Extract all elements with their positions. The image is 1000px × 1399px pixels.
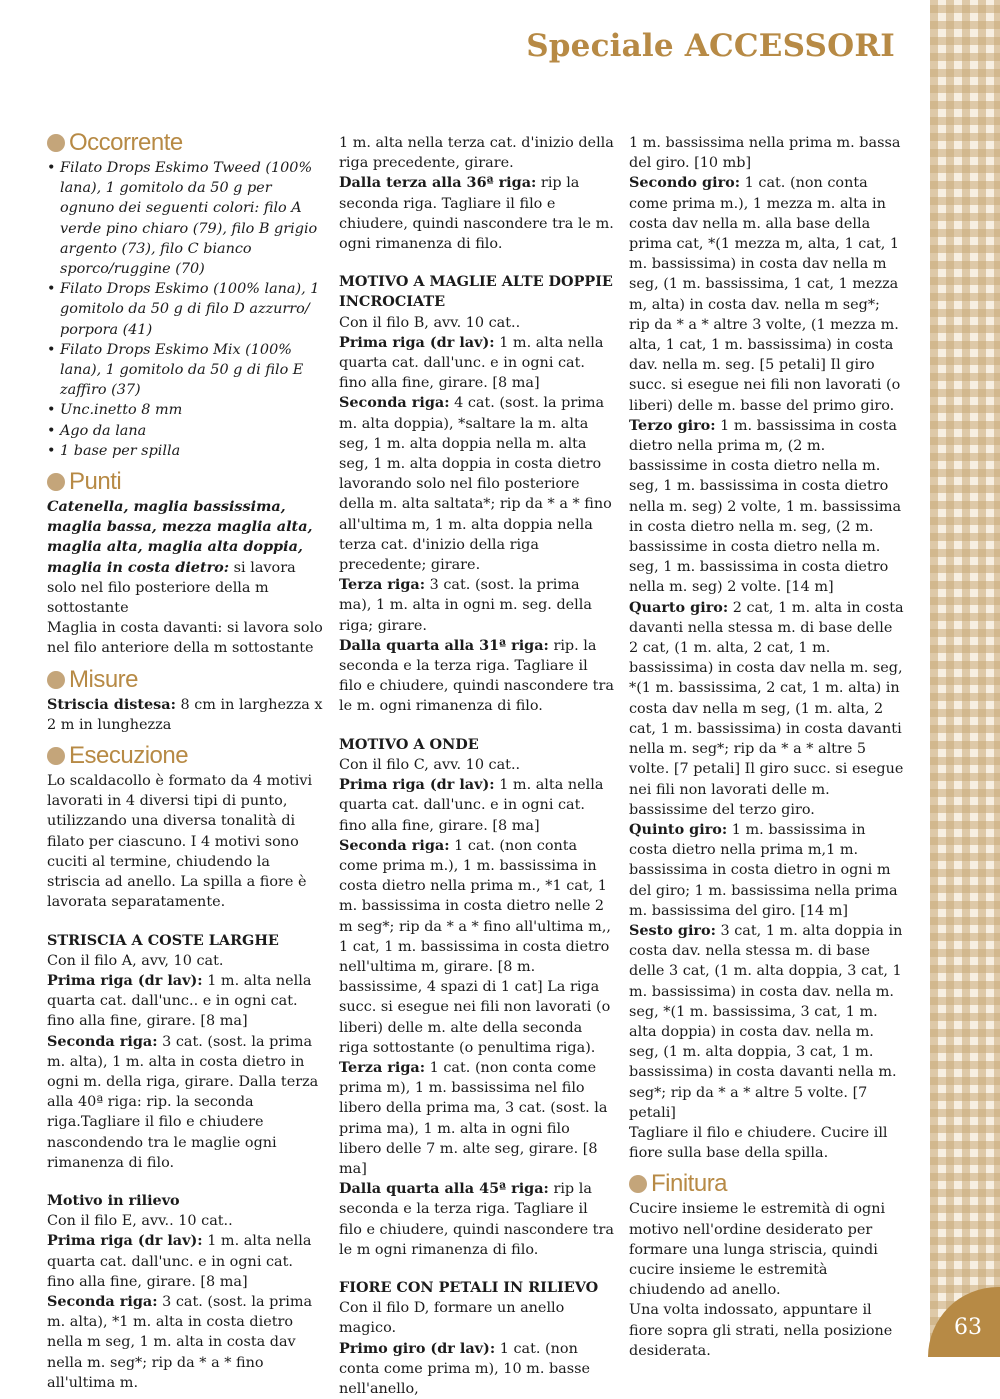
instruction-row: Seconda riga: 3 cat. (sost. la prima m. alta), *1 m. alta in costa dietro nella m seg, 1 m. alta in costa dav nella m. seg*; rip da * a * fino all'ultima m. — [47, 1292, 313, 1391]
instruction-row: Terza riga: 3 cat. (sost. la prima ma), 1 m. alta in ogni m. seg. della riga; girare. — [339, 576, 592, 634]
section-punti: Punti — [47, 467, 323, 497]
instruction-end: Tagliare il filo e chiudere. Cucire ill fiore sulla base della spilla. — [629, 1124, 888, 1162]
instruction-row: Prima riga (dr lav): 1 m. alta nella quarta cat. dall'unc. e in ogni cat. fino alla fine, girare. [8 ma] — [47, 1232, 312, 1290]
subsection-title: MOTIVO A ONDE — [339, 735, 479, 753]
instruction-row: Seconda riga: 4 cat. (sost. la prima m. alta doppia), *saltare la m. alta seg, 1 m. alta doppia nella m. alta seg, 1 m. alta doppia in costa dietro lavorando solo nel filo posteriore della m. alta saltata*; rip da * a * fino all'ultima m, 1 m. alta doppia nella terza cat. d'inizio della riga precedente; girare. — [339, 394, 612, 574]
gingham-border — [930, 0, 1000, 1357]
bullet-dot-icon — [47, 473, 65, 491]
intro-line: Con il filo D, formare un anello magico. — [339, 1300, 565, 1337]
instruction-row: Sesto giro: 3 cat, 1 m. alta doppia in costa dav. nella stessa m. di base delle 3 cat, (1 m. alta doppia, 3 cat, 1 m. bassissima) in costa dav. nella m. seg, *(1 m. bassissima, 3 cat, 1 m. alta doppia) in costa dav. nella m. seg, (1 m. alta doppia, 3 cat, 1 m. bassissima) in costa davanti nella m. seg*; rip da * a * altre 5 volte. [7 petali] — [629, 921, 903, 1121]
list-item: • Filato Drops Eskimo Tweed (100% lana), 1 gomitolo da 50 g per ognuno dei seguenti colori: filo A verde pino chiaro (79), filo B grigio argento (73), filo C bianco sporco/ruggine (70) — [47, 158, 323, 279]
column-3 — [629, 133, 905, 1361]
section-esecuzione: Esecuzione — [47, 741, 323, 771]
instruction-row: Primo giro (dr lav): 1 cat. (non conta come prima m), 10 m. basse nell'anello, — [339, 1339, 591, 1397]
bullet-dot-icon — [47, 134, 65, 152]
instruction-row: Seconda riga: 3 cat. (sost. la prima m. alta), 1 m. alta in costa dietro in ogni m. della riga, girare. Dalla terza alla 40ª riga: rip. la seconda riga.Tagliare il filo e chiudere nascondendo tra le maglie ogni rimanenza di filo. — [47, 1032, 319, 1171]
punti-text: Catenella, maglia bassissima, maglia bassa, mezza maglia alta, maglia alta, maglia alta doppia, maglia in costa dietro: si lavora solo nel filo posteriore della m sottostante — [47, 498, 313, 617]
instruction-row: Dalla quarta alla 45ª riga: rip la seconda e la terza riga. Tagliare il filo e chiudere, quindi nascondere tra le m ogni rimanenza di filo. — [339, 1180, 614, 1258]
finitura-text-2: Una volta indossato, appuntare il fiore sopra gli strati, nella posizione desiderata. — [629, 1302, 893, 1359]
section-misure: Misure — [47, 665, 323, 695]
list-item: • Unc.inetto 8 mm — [47, 400, 323, 420]
column-2 — [339, 133, 615, 1399]
bullet-dot-icon — [629, 1175, 647, 1193]
subsection-title: STRISCIA A COSTE LARGHE — [47, 931, 279, 949]
list-item: • Filato Drops Eskimo (100% lana), 1 gomitolo da 50 g di filo D azzurro/ porpora (41) — [47, 279, 323, 340]
list-item: • 1 base per spilla — [47, 441, 323, 461]
instruction-row: Dalla terza alla 36ª riga: rip la seconda riga. Tagliare il filo e chiudere, quindi nascondere tra le m. ogni rimanenza di filo. — [339, 174, 614, 253]
instruction-row: Seconda riga: 1 cat. (non conta come prima m.), 1 m. bassissima in costa dietro nella prima m., *1 cat, 1 m. bassissima in costa dietro nelle 2 m seg*; rip da * a * fino all'ultima m,, 1 cat, 1 m. bassissima in costa dietro nell'ultima m, girare. [8 m. bassissime, 4 spazi di 1 cat] La riga succ. si esegue nei fili non lavorati (o liberi) delle m. alte della seconda riga sottostante (o penultima riga). — [339, 836, 611, 1056]
intro-line: Con il filo A, avv, 10 cat. — [47, 952, 224, 969]
bullet-dot-icon — [47, 747, 65, 765]
instruction-row: Dalla quarta alla 31ª riga: rip. la seconda e la terza riga. Tagliare il filo e chiudere, quindi nascondere tra le m. ogni rimanenza di filo. — [339, 636, 614, 715]
intro-line: Con il filo E, avv.. 10 cat.. — [47, 1213, 233, 1230]
intro-line: Con il filo B, avv. 10 cat.. — [339, 314, 521, 331]
section-occorrente: Occorrente — [47, 128, 323, 158]
instruction-row: Quinto giro: 1 m. bassissima in costa dietro nella prima m,1 m. bassissima in costa dietro in ogni m del giro; 1 m. bassissima nella prima m. bassissima del giro. [14 m] — [629, 820, 898, 919]
instruction-row: Terzo giro: 1 m. bassissima in costa dietro nella prima m, (2 m. bassissime in costa dietro nella m. seg, 1 m. bassissima in costa dietro nella m. seg) 2 volte, 1 m. bassissima in costa dietro nella m. seg, (2 m. bassissime in costa dietro nella m. seg, 1 m. bassissima in costa dietro nella m. seg) 2 volte. [14 m] — [629, 416, 902, 596]
instruction-row: Prima riga (dr lav): 1 m. alta nella quarta cat. dall'unc. e in ogni cat. fino alla fine, girare. [8 ma] — [339, 333, 604, 392]
finitura-text: Cucire insieme le estremità di ogni motivo nell'ordine desiderato per formare una lunga striscia, quindi cucire insieme le estremità chiudendo ad anello. — [629, 1201, 886, 1299]
list-item: • Filato Drops Eskimo Mix (100% lana), 1 gomitolo da 50 g di filo E zaffiro (37) — [47, 340, 323, 401]
column-1 — [47, 128, 323, 1393]
instruction-continued: 1 m. alta nella terza cat. d'inizio della riga precedente, girare. — [339, 135, 614, 172]
instruction-row: Quarto giro: 2 cat, 1 m. alta in costa davanti nella stessa m. di base delle 2 cat, (1 m. alta, 2 cat, 1 m. bassissima) in costa dav nella m. seg, *(1 m. bassissima, 2 cat, 1 m. alta) in costa dav nella m seg, (1 m. alta, 2 cat, 1 m. bassissima) in costa davanti nella m. seg*; rip da * a * altre 5 volte. [7 petali] Il giro succ. si esegue nei fili non lavorati delle m. bassissime del terzo giro. — [629, 598, 904, 818]
subsection-title: Motivo in rilievo — [47, 1191, 180, 1209]
instruction-row: Secondo giro: 1 cat. (non conta come prima m.), 1 mezza m. alta in costa dav nella m. alla base della prima cat, *(1 mezza m, alta, 1 cat, 1 m. bassissima) in costa dav nella m seg, (1 m. bassissima, 1 cat, 1 mezza m, alta) in costa dav. nella m seg*; rip da * a * altre 3 volte, (1 mezza m. alta, 1 cat, 1 m. bassissima) in costa dav. nella m. seg. [5 petali] Il giro succ. si esegue nei fili non lavorati (o liberi) delle m. basse del primo giro. — [629, 174, 901, 414]
punti-text-2: Maglia in costa davanti: si lavora solo nel filo anteriore della m sottostante — [47, 620, 323, 657]
intro-line: Con il filo C, avv. 10 cat.. — [339, 756, 521, 773]
instruction-continued: 1 m. bassissima nella prima m. bassa del giro. [10 mb] — [629, 135, 901, 172]
instruction-row: Prima riga (dr lav): 1 m. alta nella quarta cat. dall'unc.. e in ogni cat. fino alla fine, girare. [8 ma] — [47, 971, 312, 1030]
subsection-title: MOTIVO A MAGLIE ALTE DOPPIE INCROCIATE — [339, 273, 613, 311]
section-finitura: Finitura — [629, 1169, 905, 1199]
list-item: • Ago da lana — [47, 421, 323, 441]
page-title: Speciale ACCESSORI — [526, 28, 895, 64]
misure-text: Striscia distesa: 8 cm in larghezza x 2 m in lunghezza — [47, 695, 323, 733]
materials-list — [47, 158, 323, 461]
page-number: 63 — [928, 1287, 1000, 1357]
instruction-row: Terza riga: 1 cat. (non conta come prima m), 1 m. bassissima nel filo libero della prima ma, 3 cat. (sost. la prima ma), 1 m. alta in ogni filo libero delle 7 m. alte seg, girare. [8 ma] — [339, 1058, 608, 1177]
esecuzione-text: Lo scaldacollo è formato da 4 motivi lavorati in 4 diversi tipi di punto, utilizzando una diversa tonalità di filato per ciascuno. I 4 motivi sono cuciti al termine, chiudendo la striscia ad anello. La spilla a fiore è lavorata separatamente. — [47, 773, 313, 911]
subsection-title: FIORE CON PETALI IN RILIEVO — [339, 1278, 599, 1296]
bullet-dot-icon — [47, 671, 65, 689]
instruction-row: Prima riga (dr lav): 1 m. alta nella quarta cat. dall'unc. e in ogni cat. fino alla fine, girare. [8 ma] — [339, 776, 604, 834]
